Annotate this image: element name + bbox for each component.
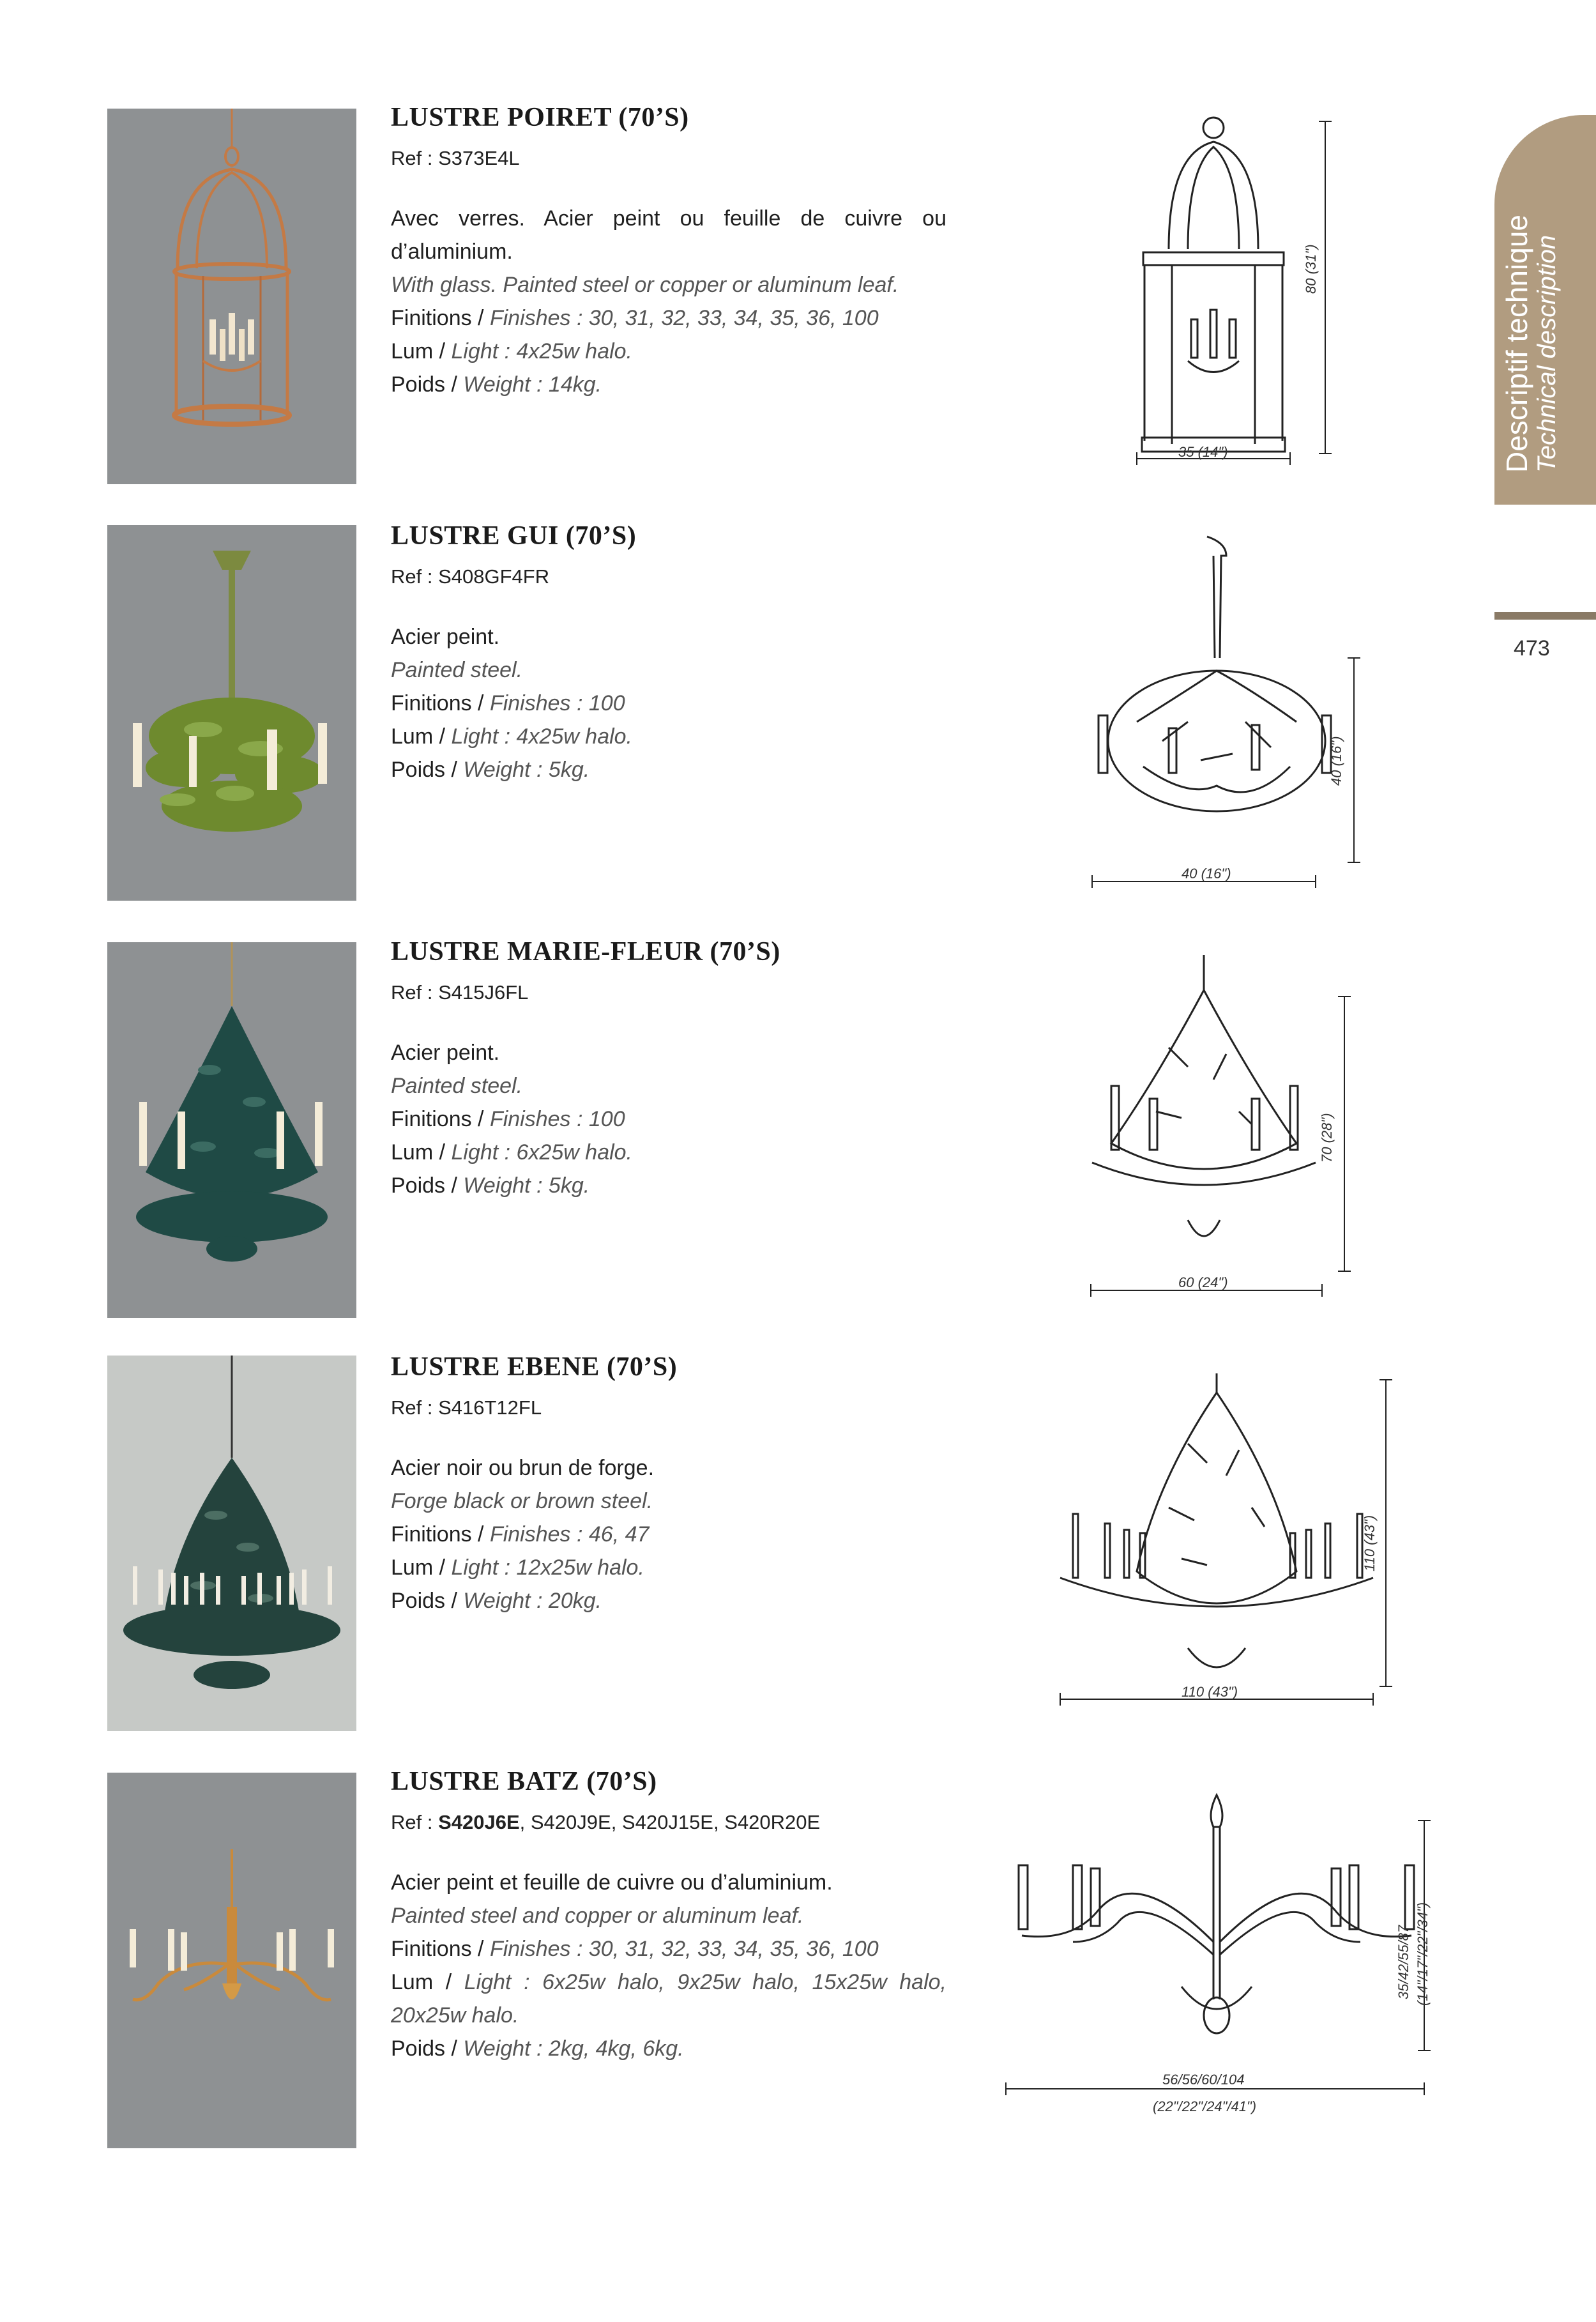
weight-value: Weight : 5kg. (463, 758, 590, 782)
ref-label: Ref : (391, 1811, 439, 1833)
finishes-value: Finishes : 100 (489, 1107, 625, 1131)
finishes-value: Finishes : 100 (489, 691, 625, 715)
description-en: With glass. Painted steel or copper or aluminum leaf. (391, 273, 899, 297)
product-ref (391, 981, 946, 1004)
poiret-line-drawing (996, 109, 1494, 479)
dimension-height: 35/42/55/87 (1395, 1925, 1411, 1999)
finishes-line (391, 687, 946, 720)
lantern-chandelier-photo (107, 109, 356, 484)
product-title: LUSTRE EBENE (70’S) (391, 1352, 678, 1382)
finishes-line (391, 302, 946, 335)
light-label: Lum / (391, 724, 452, 749)
product-info-marie-fleur (391, 936, 946, 1202)
weight-value: Weight : 5kg. (463, 1173, 590, 1198)
ebene-line-drawing (996, 1367, 1494, 1725)
product-photo-marie-fleur (107, 942, 356, 1318)
product-ref (391, 147, 946, 170)
product-photo-poiret (107, 109, 356, 484)
light-value: Light : 6x25w halo, 9x25w halo, 15x25w halo, 20x25w halo. (391, 1970, 946, 2028)
finishes-value: Finishes : 30, 31, 32, 33, 34, 35, 36, 100 (489, 306, 879, 330)
finishes-label: Finitions / (391, 1107, 490, 1131)
product-ref (391, 565, 946, 588)
product-info-ebene (391, 1352, 946, 1617)
ref-label: Ref : (391, 565, 439, 588)
product-photo-batz (107, 1773, 356, 2148)
product-ref (391, 1811, 946, 1834)
section-title-fr: Descriptif technique (1500, 215, 1533, 473)
finishes-label: Finitions / (391, 691, 490, 715)
weight-label: Poids / (391, 1173, 464, 1198)
product-info-poiret (391, 102, 946, 401)
ref-codes: S415J6FL (438, 981, 529, 1004)
light-value: Light : 4x25w halo. (451, 339, 633, 363)
product-photo-ebene (107, 1356, 356, 1731)
product-title: LUSTRE BATZ (70’S) (391, 1767, 657, 1796)
description-fr: Acier peint et feuille de cuivre ou d’aluminium. (391, 1870, 833, 1895)
weight-value: Weight : 14kg. (463, 372, 602, 397)
weight-label: Poids / (391, 372, 464, 397)
weight-line (391, 1584, 946, 1617)
description-en: Painted steel. (391, 658, 523, 682)
description-en: Forge black or brown steel. (391, 1489, 653, 1513)
light-line (391, 335, 946, 368)
dimension-height: 110 (43") (1362, 1515, 1378, 1571)
product-title: LUSTRE MARIE-FLEUR (70’S) (391, 937, 780, 966)
dimension-height: 40 (16") (1328, 736, 1344, 786)
weight-value: Weight : 20kg. (463, 1589, 602, 1613)
light-line (391, 720, 946, 753)
finishes-label: Finitions / (391, 1522, 490, 1547)
product-ref (391, 1396, 946, 1419)
page-number: 473 (1514, 636, 1550, 661)
light-label: Lum / (391, 339, 452, 363)
description-en: Painted steel and copper or aluminum leaf. (391, 1904, 804, 1928)
light-line (391, 1966, 946, 2032)
gui-line-drawing (996, 530, 1494, 894)
product-info-batz (391, 1766, 946, 2065)
dimension-height-inches: (14"/17"/22"/34") (1415, 1902, 1431, 2006)
product-title: LUSTRE POIRET (70’S) (391, 103, 689, 132)
ref-codes: S416T12FL (438, 1396, 542, 1419)
finishes-line (391, 1103, 946, 1136)
ref-primary: S420J6E (438, 1811, 520, 1833)
description-en: Painted steel. (391, 1074, 523, 1098)
page-number-rule (1494, 612, 1596, 620)
batz-line-drawing (996, 1789, 1494, 2146)
marie-fleur-line-drawing (996, 952, 1494, 1310)
light-label: Lum / (391, 1970, 464, 1994)
description-fr: Acier peint. (391, 1041, 500, 1065)
dimension-width: 110 (43") (1182, 1684, 1238, 1700)
weight-line (391, 368, 946, 401)
batz-chandelier-photo (107, 1773, 356, 2148)
dimension-width: 40 (16") (1182, 866, 1231, 882)
finishes-value: Finishes : 46, 47 (489, 1522, 650, 1547)
weight-line (391, 2032, 946, 2065)
weight-line (391, 1169, 946, 1202)
ref-label: Ref : (391, 1396, 439, 1419)
finishes-value: Finishes : 30, 31, 32, 33, 34, 35, 36, 100 (489, 1937, 879, 1961)
ref-label: Ref : (391, 147, 439, 169)
light-label: Lum / (391, 1140, 452, 1165)
dimension-width: 35 (14") (1178, 444, 1228, 460)
light-label: Lum / (391, 1555, 452, 1580)
dimension-width: 56/56/60/104 (1162, 2072, 1245, 2088)
weight-label: Poids / (391, 2036, 464, 2061)
ebene-chandelier-photo (107, 1356, 356, 1731)
light-value: Light : 4x25w halo. (451, 724, 633, 749)
dimension-height: 70 (28") (1319, 1113, 1335, 1163)
light-value: Light : 6x25w halo. (451, 1140, 633, 1165)
technical-drawing-marie-fleur (996, 952, 1494, 1310)
technical-drawing-gui (996, 530, 1494, 894)
weight-line (391, 753, 946, 786)
weight-label: Poids / (391, 758, 464, 782)
mistletoe-chandelier-photo (107, 525, 356, 901)
light-value: Light : 12x25w halo. (451, 1555, 644, 1580)
product-info-gui (391, 521, 946, 786)
ref-label: Ref : (391, 981, 439, 1004)
light-line (391, 1551, 946, 1584)
weight-label: Poids / (391, 1589, 464, 1613)
section-tab-label (1501, 215, 1561, 473)
light-line (391, 1136, 946, 1169)
dimension-height: 80 (31") (1303, 244, 1319, 294)
marie-fleur-chandelier-photo (107, 942, 356, 1318)
product-photo-gui (107, 525, 356, 901)
finishes-label: Finitions / (391, 1937, 490, 1961)
ref-codes: , S420J9E, S420J15E, S420R20E (519, 1811, 821, 1833)
ref-codes: S408GF4FR (438, 565, 550, 588)
dimension-width: 60 (24") (1178, 1274, 1228, 1290)
section-title-en: Technical description (1533, 234, 1561, 473)
weight-value: Weight : 2kg, 4kg, 6kg. (463, 2036, 684, 2061)
description-fr: Acier noir ou brun de forge. (391, 1456, 655, 1480)
description-fr: Avec verres. Acier peint ou feuille de cuivre ou d’aluminium. (391, 206, 946, 264)
technical-drawing-poiret (996, 109, 1494, 479)
finishes-line (391, 1932, 946, 1966)
technical-drawing-batz (996, 1789, 1494, 2146)
technical-drawing-ebene (996, 1367, 1494, 1725)
description-fr: Acier peint. (391, 625, 500, 649)
dimension-width-inches: (22"/22"/24"/41") (1153, 2098, 1257, 2114)
finishes-line (391, 1518, 946, 1551)
product-title: LUSTRE GUI (70’S) (391, 521, 637, 551)
finishes-label: Finitions / (391, 306, 490, 330)
ref-codes: S373E4L (438, 147, 520, 169)
